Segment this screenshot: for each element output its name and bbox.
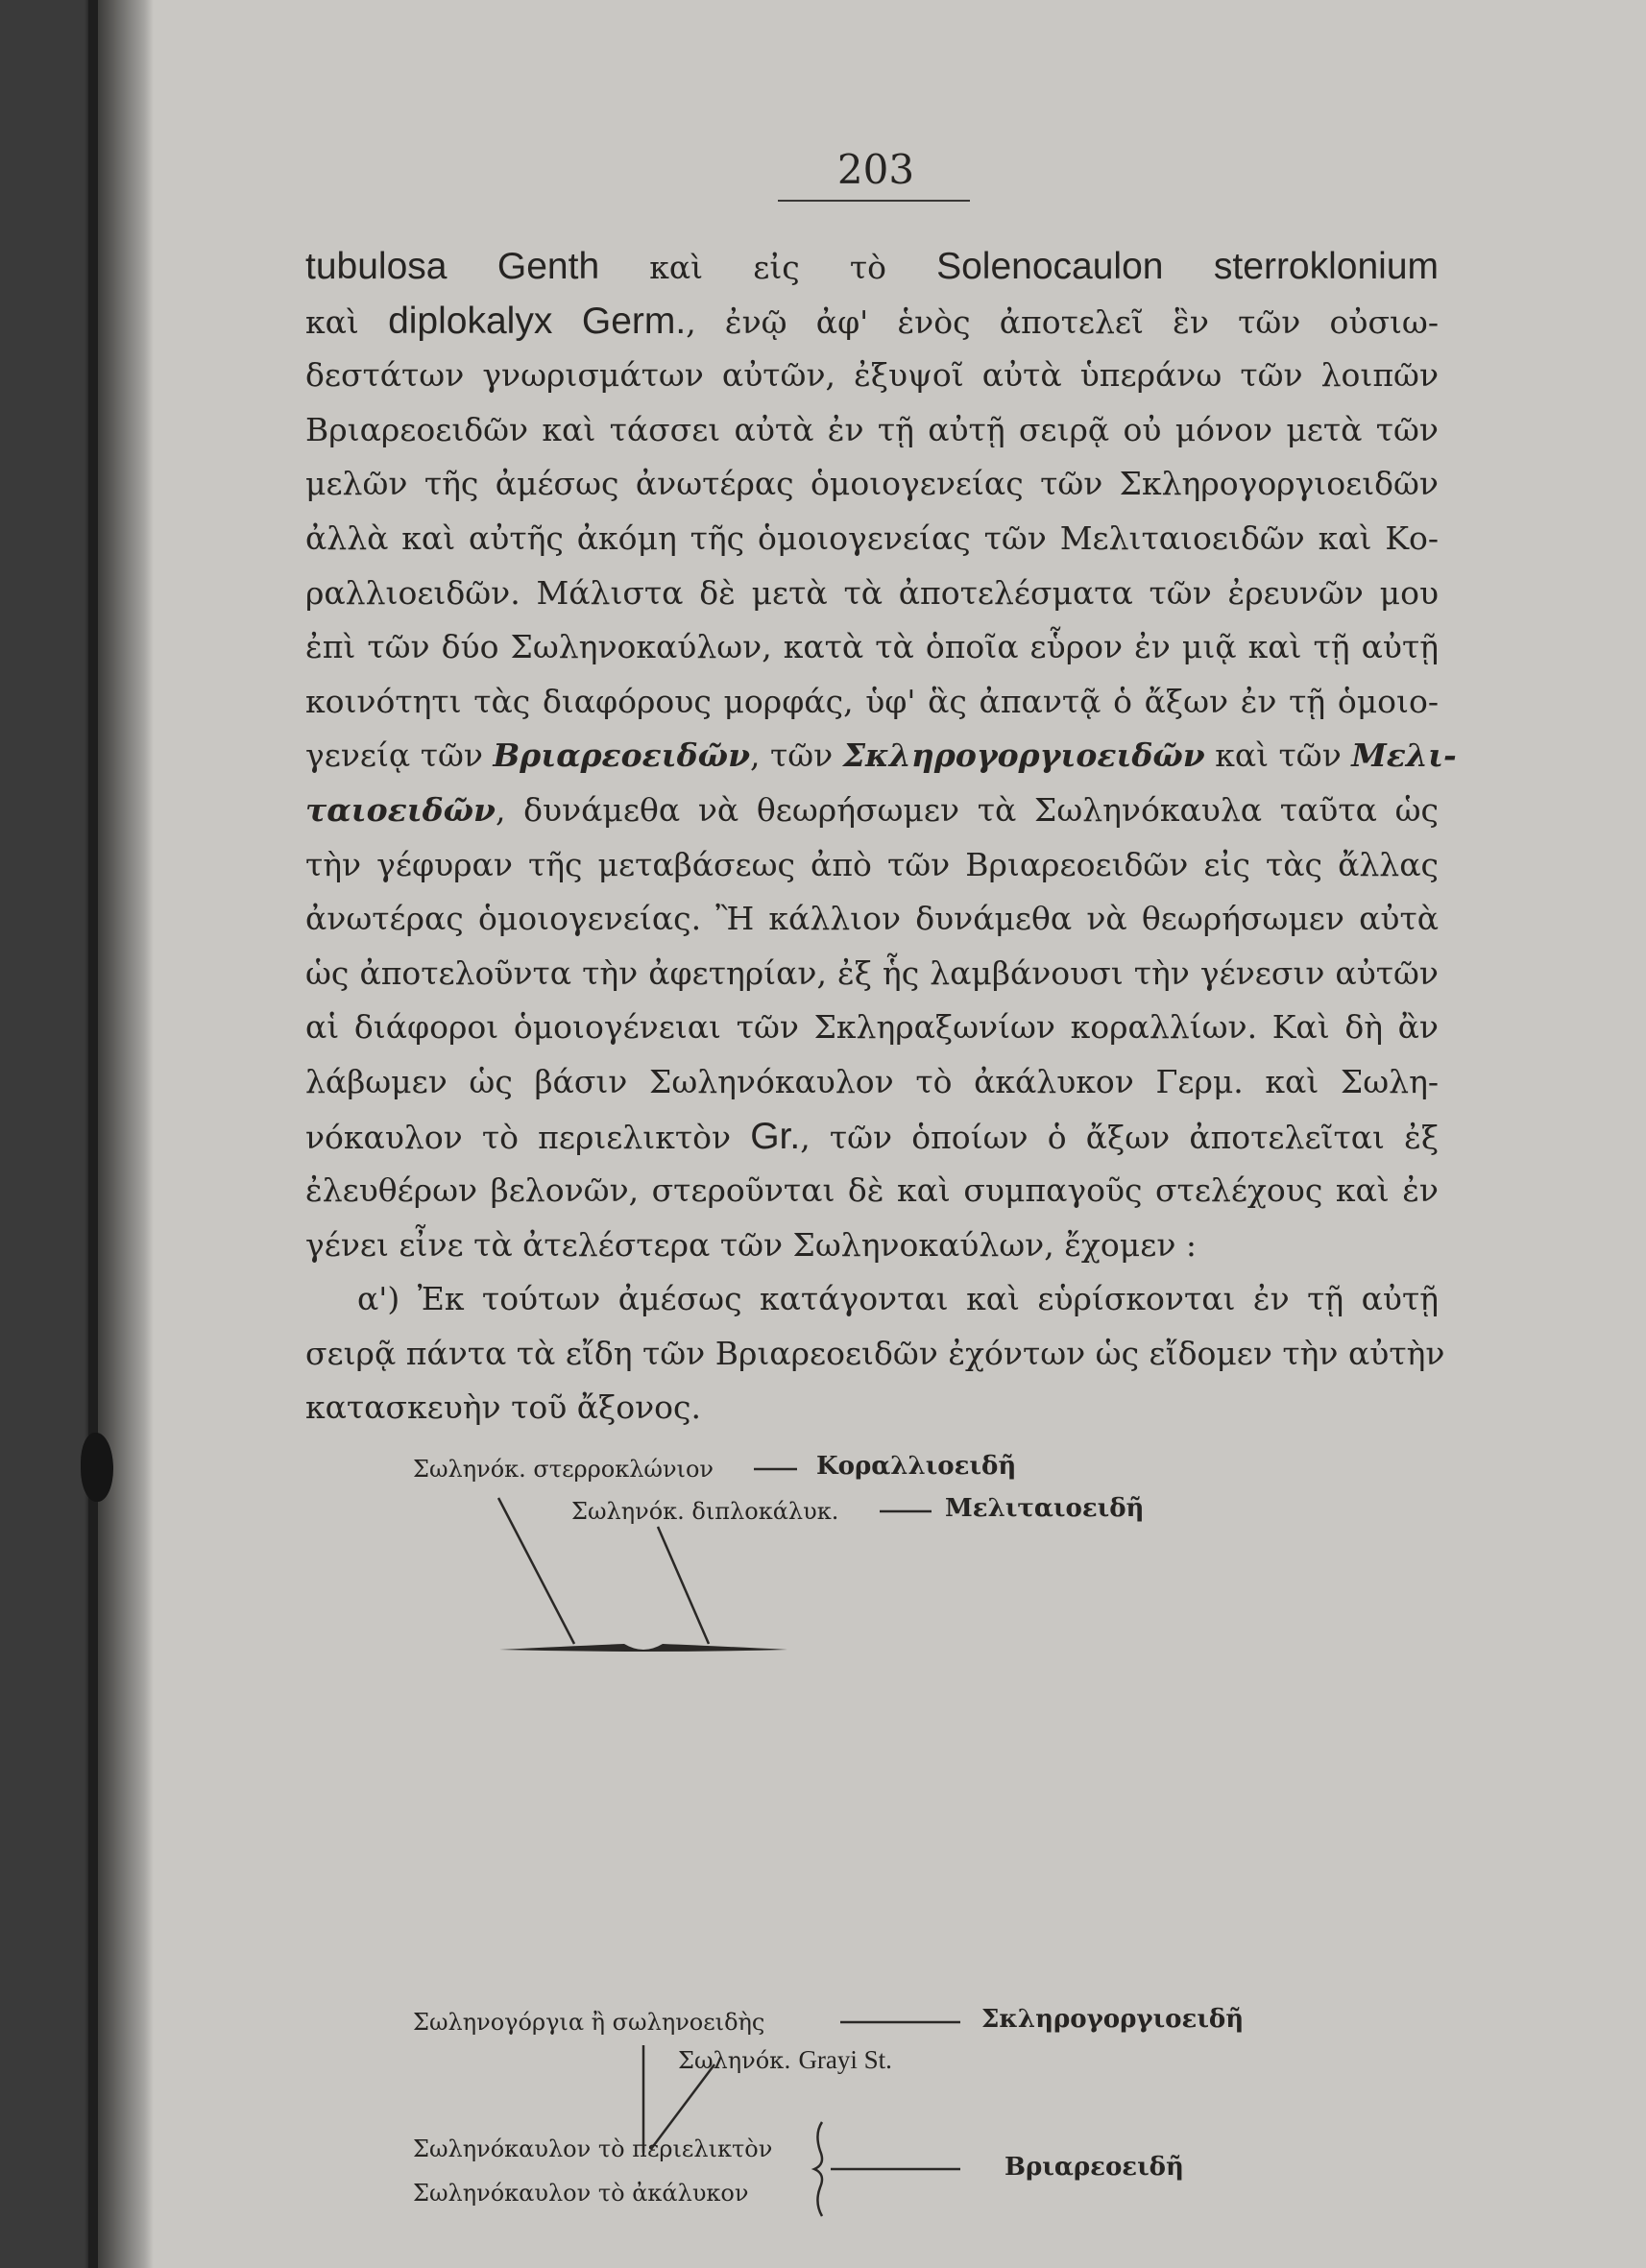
- text-line: αἱ διάφοροι ὁμοιογένειαι τῶν Σκληραξωνίων κοραλλίων. Καὶ δὴ ἂν: [305, 1008, 1439, 1047]
- text-line: λάβωμεν ὡς βάσιν Σωληνόκαυλον τὸ ἀκάλυκον Γερμ. καὶ Σωλη-: [305, 1062, 1439, 1100]
- label-diplokalyx: Σωληνόκ. διπλοκάλυκ.: [571, 1498, 839, 1525]
- label-sterroklonion: Σωληνόκ. στερροκλώνιον: [413, 1456, 714, 1483]
- text-line: τὴν γέφυραν τῆς μεταβάσεως ἀπὸ τῶν Βριαρεοειδῶν εἰς τὰς ἄλλας: [305, 845, 1439, 883]
- text-line: α') Ἐκ τούτων ἀμέσως κατάγονται καὶ εὑρίσκονται ἐν τῇ αὐτῇ: [357, 1280, 1439, 1318]
- label-akalykon: Σωληνόκαυλον τὸ ἀκάλυκον: [413, 2180, 749, 2207]
- page-number-rule: [778, 200, 970, 202]
- text-line: tubulosa Genth καὶ εἰς τὸ Solenocaulon sterroklonium: [305, 246, 1440, 287]
- text-line: Βριαρεοειδῶν καὶ τάσσει αὐτὰ ἐν τῇ αὐτῇ σειρᾷ οὐ μόνον μετὰ τῶν: [305, 410, 1439, 448]
- brace: [814, 2122, 822, 2216]
- label-sklerogorgioeide: Σκληρογοργιοειδῆ: [981, 2005, 1245, 2034]
- text-line: ὡς ἀποτελοῦντα τὴν ἀφετηρίαν, ἐξ ἧς λαμβάνουσι τὴν γένεσιν αὐτῶν: [305, 953, 1439, 992]
- page-number: 203: [836, 146, 915, 193]
- text-line: καὶ diplokalyx Germ., ἐνῷ ἀφ' ἑνὸς ἀποτελεῖ ἓν τῶν οὐσιω-: [305, 300, 1439, 342]
- text-line: κοινότητι τὰς διαφόρους μορφάς, ὑφ' ἃς ἀπαντᾷ ὁ ἄξων ἐν τῇ ὁμοιο-: [305, 682, 1439, 720]
- label-briareoeide: Βριαρεοειδῆ: [1005, 2153, 1184, 2182]
- text-line: ραλλιοειδῶν. Μάλιστα δὲ μετὰ τὰ ἀποτελέσματα τῶν ἐρευνῶν μου: [305, 573, 1439, 612]
- text-line: δεστάτων γνωρισμάτων αὐτῶν, ἐξυψοῖ αὐτὰ ὑπεράνω τῶν λοιπῶν: [305, 356, 1439, 395]
- label-melitaioeide: Μελιταιοειδῆ: [945, 1494, 1145, 1523]
- text-line: γένει εἶνε τὰ ἀτελέστερα τῶν Σωληνοκαύλων, ἔχομεν :: [305, 1225, 1198, 1264]
- body-text: [305, 240, 1457, 1436]
- text-line: ἐλευθέρων βελονῶν, στεροῦνται δὲ καὶ συμπαγοῦς στελέχους καὶ ἐν: [305, 1171, 1439, 1210]
- label-koralloeide: Κοραλλιοειδῆ: [816, 1452, 1017, 1481]
- text-line: νόκαυλον τὸ περιελικτὸν Gr., τῶν ὁποίων ὁ ἄξων ἀποτελεῖται ἐξ: [305, 1115, 1439, 1157]
- text-line: ἀνωτέρας ὁμοιογενείας. Ἢ κάλλιον δυνάμεθα νὰ θεωρήσωμεν αὐτὰ: [305, 900, 1439, 938]
- text-line: ἀλλὰ καὶ αὐτῆς ἀκόμη τῆς ὁμοιογενείας τῶν Μελιταιοειδῶν καὶ Κο-: [305, 519, 1439, 557]
- label-perieliktón: Σωληνόκαυλον τὸ περιελικτὸν: [413, 2135, 773, 2162]
- book-spine-shadow: [0, 0, 154, 2268]
- label-grayi: Σωληνόκ. Grayi St.: [678, 2045, 892, 2074]
- text-line: σειρᾷ πάντα τὰ εἴδη τῶν Βριαρεοειδῶν ἐχόντων ὡς εἴδομεν τὴν αὐτὴν: [305, 1334, 1445, 1372]
- text-line: κατασκευὴν τοῦ ἄξονος.: [305, 1388, 701, 1427]
- text-line: μελῶν τῆς ἀμέσως ἀνωτέρας ὁμοιογενείας τῶν Σκληρογοργιοειδῶν: [305, 465, 1439, 503]
- binding-edge: [88, 0, 98, 2268]
- branch-left: [498, 1498, 574, 1644]
- text-line: ταιοειδῶν, δυνάμεθα νὰ θεωρήσωμεν τὰ Σωληνόκαυλα ταῦτα ὡς: [305, 790, 1439, 829]
- label-solenogorgia: Σωληνογόργια ἢ σωληνοειδὴς: [413, 2009, 765, 2036]
- text-line: ἐπὶ τῶν δύο Σωληνοκαύλων, κατὰ τὰ ὁποῖα εὗρον ἐν μιᾷ καὶ τῇ αὐτῇ: [305, 628, 1439, 666]
- branch-right: [658, 1527, 709, 1644]
- text-line: γενείᾳ τῶν Βριαρεοειδῶν, τῶν Σκληρογοργιοειδῶν καὶ τῶν Μελι-: [305, 736, 1457, 775]
- ink-blot: [81, 1433, 113, 1502]
- join-bar: [499, 1644, 787, 1652]
